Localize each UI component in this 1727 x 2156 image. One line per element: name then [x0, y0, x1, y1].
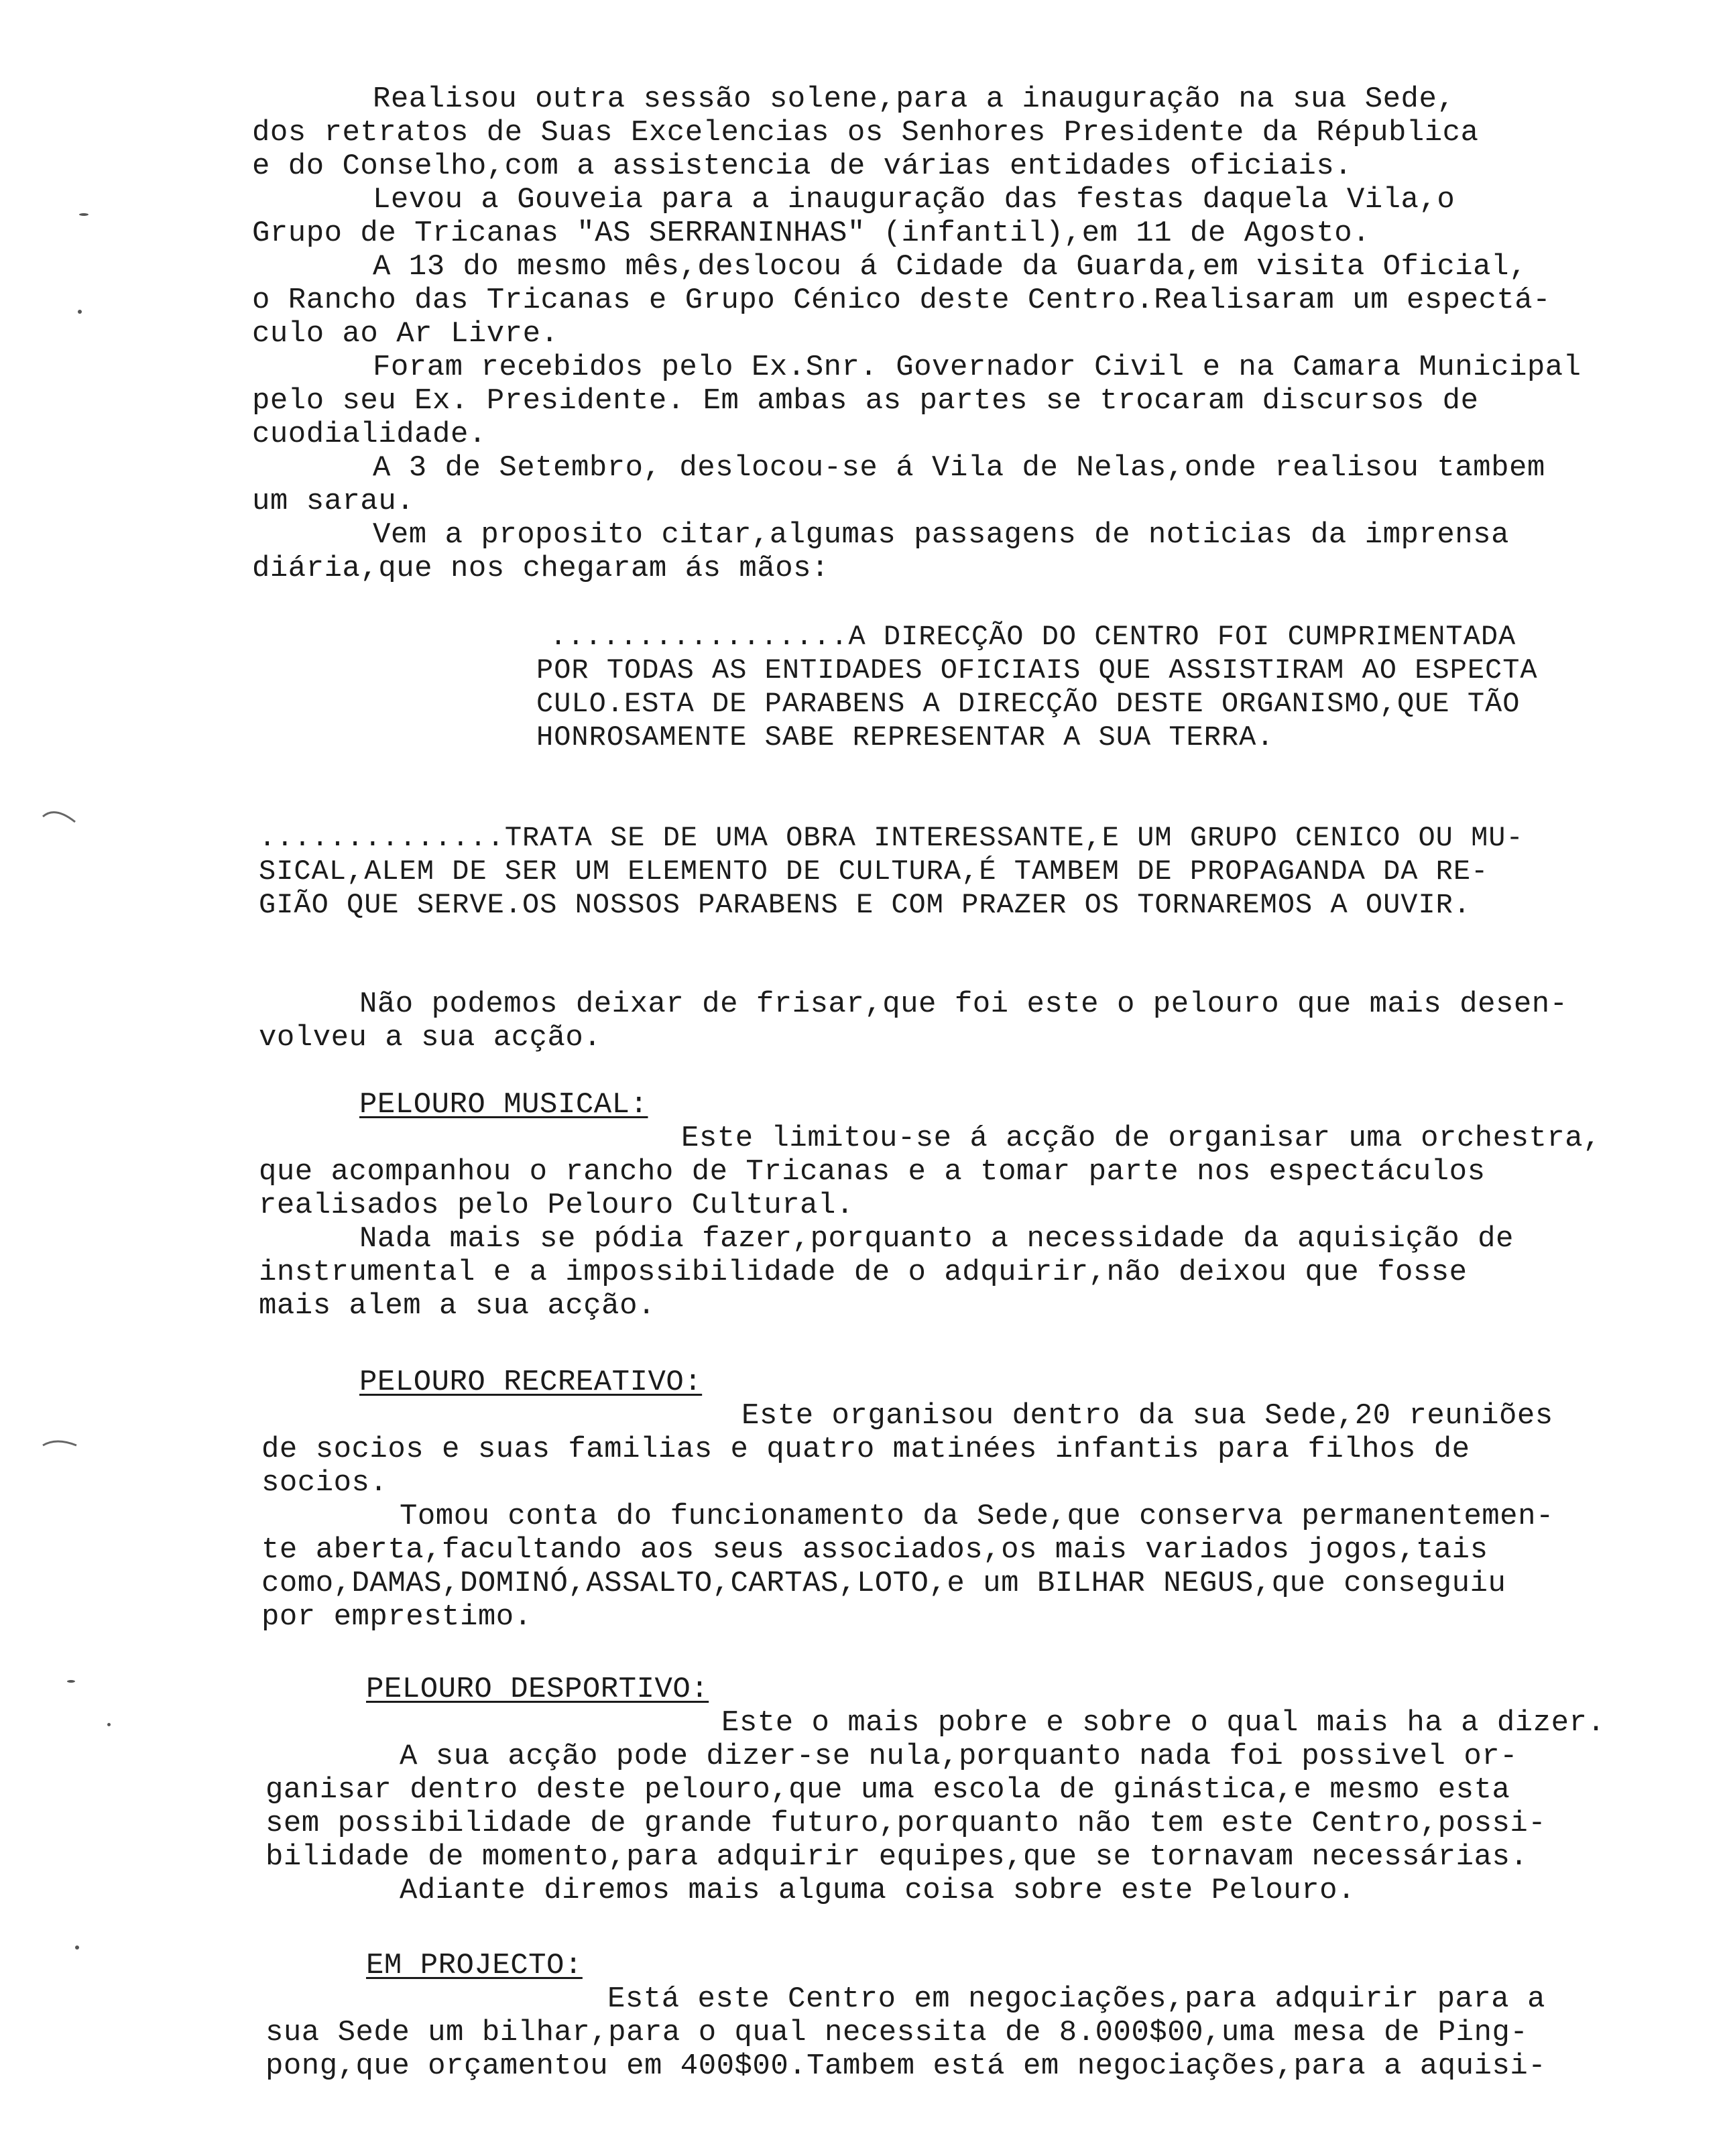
quote-line: .................A DIRECÇÃO DO CENTRO FOI CUMPRIMENTADA — [550, 621, 1516, 653]
scan-mark — [40, 1435, 80, 1455]
text-line: cuodialidade. — [252, 418, 487, 451]
text-line: diária,que nos chegaram ás mãos: — [252, 552, 829, 585]
text-line: instrumental e a impossibilidade de o adquirir,não deixou que fosse — [259, 1256, 1468, 1289]
text-line: pelo seu Ex. Presidente. Em ambas as partes se trocaram discursos de — [252, 384, 1479, 418]
text-line: te aberta,facultando aos seus associados,os mais variados jogos,tais — [261, 1533, 1488, 1567]
text-line: um sarau. — [252, 485, 415, 518]
text-line: de socios e suas familias e quatro matinées infantis para filhos de — [261, 1433, 1470, 1466]
text-line: A sua acção pode dizer-se nula,porquanto nada foi possivel or- — [400, 1740, 1518, 1773]
scan-speck — [67, 1680, 75, 1683]
text-line: sua Sede um bilhar,para o qual necessita de 8.000$00,uma mesa de Ping- — [265, 2016, 1529, 2049]
text-line: Grupo de Tricanas "AS SERRANINHAS" (infantil),em 11 de Agosto. — [252, 217, 1371, 250]
text-line: Realisou outra sessão solene,para a inauguração na sua Sede, — [373, 82, 1455, 116]
scan-mark — [40, 802, 80, 829]
section-heading: PELOURO RECREATIVO: — [359, 1366, 703, 1399]
scan-speck — [78, 310, 82, 314]
text-line: que acompanhou o rancho de Tricanas e a tomar parte nos espectáculos — [259, 1155, 1486, 1189]
text-line: Vem a proposito citar,algumas passagens de noticias da imprensa — [373, 518, 1509, 552]
text-line: Foram recebidos pelo Ex.Snr. Governador Civil e na Camara Municipal — [373, 351, 1582, 384]
section-heading: PELOURO DESPORTIVO: — [366, 1673, 709, 1706]
text-line: realisados pelo Pelouro Cultural. — [259, 1189, 854, 1222]
text-line: Adiante diremos mais alguma coisa sobre este Pelouro. — [400, 1874, 1356, 1907]
text-line: Nada mais se pódia fazer,porquanto a necessidade da aquisição de — [359, 1222, 1514, 1256]
text-line: socios. — [261, 1466, 388, 1500]
text-line: Está este Centro em negociações,para adquirir para a — [607, 1982, 1546, 2016]
text-line: ganisar dentro deste pelouro,que uma escola de ginástica,e mesmo esta — [265, 1773, 1510, 1807]
text-line: mais alem a sua acção. — [259, 1289, 656, 1323]
text-line: A 13 do mesmo mês,deslocou á Cidade da Guarda,em visita Oficial, — [373, 250, 1527, 284]
section-heading: PELOURO MUSICAL: — [359, 1088, 648, 1122]
text-line: Este o mais pobre e sobre o qual mais ha a dizer. — [721, 1706, 1606, 1740]
text-line: Tomou conta do funcionamento da Sede,que conserva permanentemen- — [400, 1500, 1554, 1533]
text-line: bilidade de momento,para adquirir equipes,que se tornavam necessárias. — [265, 1840, 1529, 1874]
text-line: culo ao Ar Livre. — [252, 317, 559, 351]
text-line: Este limitou-se á acção de organisar uma orchestra, — [681, 1122, 1602, 1155]
text-line: e do Conselho,com a assistencia de várias entidades oficiais. — [252, 149, 1353, 183]
quote-line: CULO.ESTA DE PARABENS A DIRECÇÃO DESTE ORGANISMO,QUE TÃO — [536, 688, 1521, 720]
text-line: por emprestimo. — [261, 1600, 532, 1634]
quote-line: SICAL,ALEM DE SER UM ELEMENTO DE CULTURA,É TAMBEM DE PROPAGANDA DA RE- — [259, 855, 1489, 888]
text-line: Levou a Gouveia para a inauguração das festas daquela Vila,o — [373, 183, 1455, 217]
quote-line: HONROSAMENTE SABE REPRESENTAR A SUA TERRA. — [536, 721, 1274, 754]
text-line: A 3 de Setembro, deslocou-se á Vila de Nelas,onde realisou tambem — [373, 451, 1545, 485]
text-line: dos retratos de Suas Excelencias os Senhores Presidente da Républica — [252, 116, 1479, 149]
text-line: Não podemos deixar de frisar,que foi este o pelouro que mais desen- — [359, 987, 1568, 1021]
text-line: Este organisou dentro da sua Sede,20 reuniões — [741, 1399, 1553, 1433]
scan-speck — [79, 213, 88, 216]
section-heading: EM PROJECTO: — [366, 1949, 583, 1982]
text-line: como,DAMAS,DOMINÓ,ASSALTO,CARTAS,LOTO,e um BILHAR NEGUS,que conseguiu — [261, 1567, 1506, 1600]
scan-speck — [75, 1945, 79, 1950]
scan-speck — [107, 1723, 111, 1726]
quote-line: GIÃO QUE SERVE.OS NOSSOS PARABENS E COM PRAZER OS TORNAREMOS A OUVIR. — [259, 889, 1472, 921]
quote-line: POR TODAS AS ENTIDADES OFICIAIS QUE ASSISTIRAM AO ESPECTA — [536, 654, 1538, 686]
quote-line: ..............TRATA SE DE UMA OBRA INTERESSANTE,E UM GRUPO CENICO OU MU- — [259, 822, 1524, 854]
text-line: sem possibilidade de grande futuro,porquanto não tem este Centro,possi- — [265, 1807, 1547, 1840]
text-line: o Rancho das Tricanas e Grupo Cénico deste Centro.Realisaram um espectá- — [252, 284, 1551, 317]
text-line: pong,que orçamentou em 400$00.Tambem está em negociações,para a aquisi- — [265, 2049, 1547, 2083]
text-line: volveu a sua acção. — [259, 1021, 602, 1055]
